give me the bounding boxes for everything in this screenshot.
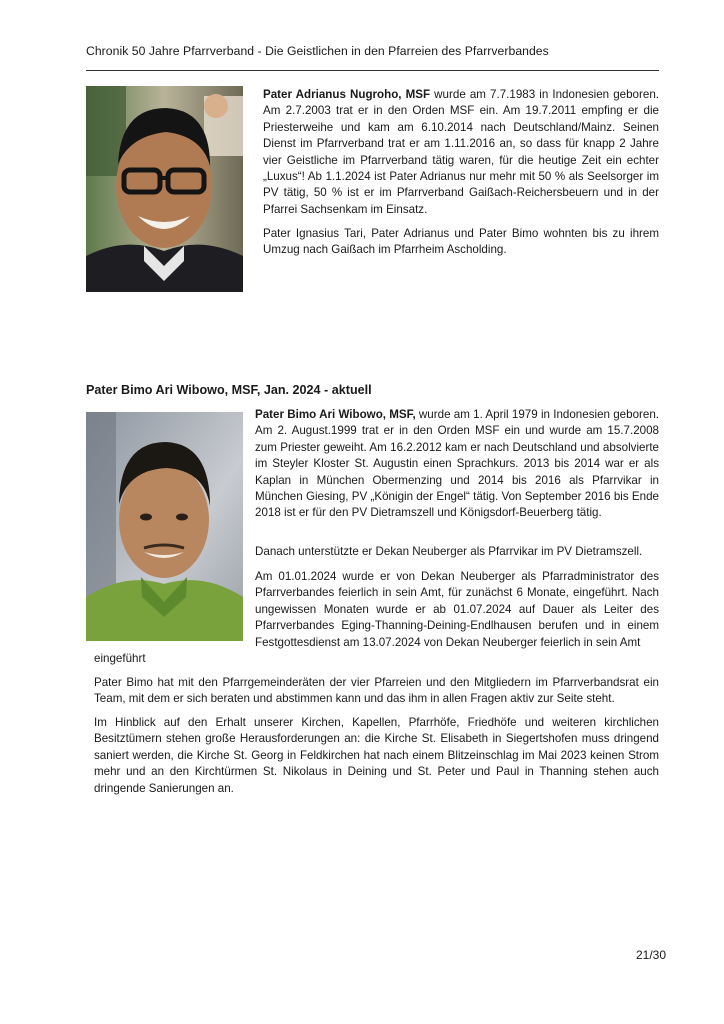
photo-pater-adrianus	[86, 86, 243, 292]
church-renovation-text: Im Hinblick auf den Erhalt unserer Kirchen, Kapellen, Pfarrhöfe, Friedhöfe und weiteren kirchlichen Besitztümern stehen große Herausforderungen an: die Kirche St. Elisabeth in Siegertshofen muss dringend saniert werden, die Kirche St. Georg in Feldkirchen hat nach einem Blitzeinschlag im Mai 2023 keinen Strom mehr und an den Kirchtürmen St. Nikolaus in Deining und St. Peter und Paul in Thanning stehen auch dringende Sanierungen an.	[94, 716, 659, 795]
adrianus-biography	[263, 87, 659, 218]
adrianus-residence-paragraph	[263, 226, 659, 259]
bimo-administrator-paragraph-end	[94, 651, 659, 667]
adrianus-residence-text: Pater Ignasius Tari, Pater Adrianus und Pater Bimo wohnten bis zu ihrem Umzug nach Gaißach im Pfarrheim Ascholding.	[263, 227, 659, 257]
photo-pater-bimo	[86, 412, 243, 641]
bimo-team-paragraph	[94, 675, 659, 708]
header-divider	[86, 70, 659, 71]
section-heading-bimo: Pater Bimo Ari Wibowo, MSF, Jan. 2024 - aktuell	[86, 383, 372, 397]
church-renovation-paragraph	[94, 715, 659, 797]
page-header-title: Chronik 50 Jahre Pfarrverband - Die Geistlichen in den Pfarreien des Pfarrverbandes	[86, 44, 549, 58]
bimo-vicar-paragraph	[255, 544, 659, 560]
bimo-administrator-paragraph	[255, 569, 659, 651]
bimo-administrator-text: Am 01.01.2024 wurde er von Dekan Neuberger als Pfarradministrator des Pfarrverbandes feierlich in sein Amt, für zunächst 6 Monate, eingeführt. Nach ungewissen Monaten wurde er ab 01.07.2024 auf Dauer als Leiter des Pfarrverbandes Eging-Thanning-Deining-Endlhausen berufen und in einem Festgottesdienst am 13.07.2024 von Dekan Neuberger feierlich in sein Amt	[255, 570, 659, 649]
bimo-vicar-text: Danach unterstützte er Dekan Neuberger als Pfarrvikar im PV Dietramszell.	[255, 545, 643, 558]
bimo-administrator-text-end: eingeführt	[94, 652, 146, 665]
adrianus-name: Pater Adrianus Nugroho, MSF	[263, 88, 431, 101]
bimo-biography	[255, 407, 659, 522]
bimo-bio-text: wurde am 1. April 1979 in Indonesien geboren. Am 2. August.1999 trat er in den Orden MSF ein und wurde am 15.7.2008 zum Priester geweiht. Am 16.2.2012 kam er nach Deutschland und absolvierte im Steyler Kloster St. Augustin einen Sprachkurs. 2013 bis 2014 war er als Kaplan in München Obermenzing und 2014 bis 2016 als Pfarrvikar in München Giesing, PV „Königin der Engel“ tätig. Von September 2016 bis Ende 2018 ist er für den PV Dietramszell und Königsdorf-Beuerberg tätig.	[255, 408, 659, 520]
adrianus-bio-text: wurde am 7.7.1983 in Indonesien geboren. Am 2.7.2003 trat er in den Orden MSF ein. Am 19.7.2011 empfing er die Priesterweihe und kam am 6.10.2014 nach Deutschland/Mainz. Seinen Dienst im Pfarrverband trat er am 1.11.2016 an, so dass für knapp 2 Jahre vier Geistliche im Pfarrverband tätig waren, für die heutige Zeit ein echter „Luxus“! Ab 1.1.2024 ist Pater Adrianus nur mehr mit 50 % als Seelsorger im PV tätig, 50 % ist er im Pfarrverband Gaißach-Reichersbeuern und in der Pfarrei Sachsenkam im Einsatz.	[263, 88, 659, 216]
bimo-name: Pater Bimo Ari Wibowo, MSF,	[255, 408, 416, 421]
bimo-team-text: Pater Bimo hat mit den Pfarrgemeinderäten der vier Pfarreien und den Mitgliedern im Pfarrverbandsrat ein Team, mit dem er sich beraten und abstimmen kann und das ihm in allen Fragen aktiv zur Seite steht.	[94, 676, 659, 706]
page-number: 21/30	[635, 948, 666, 962]
